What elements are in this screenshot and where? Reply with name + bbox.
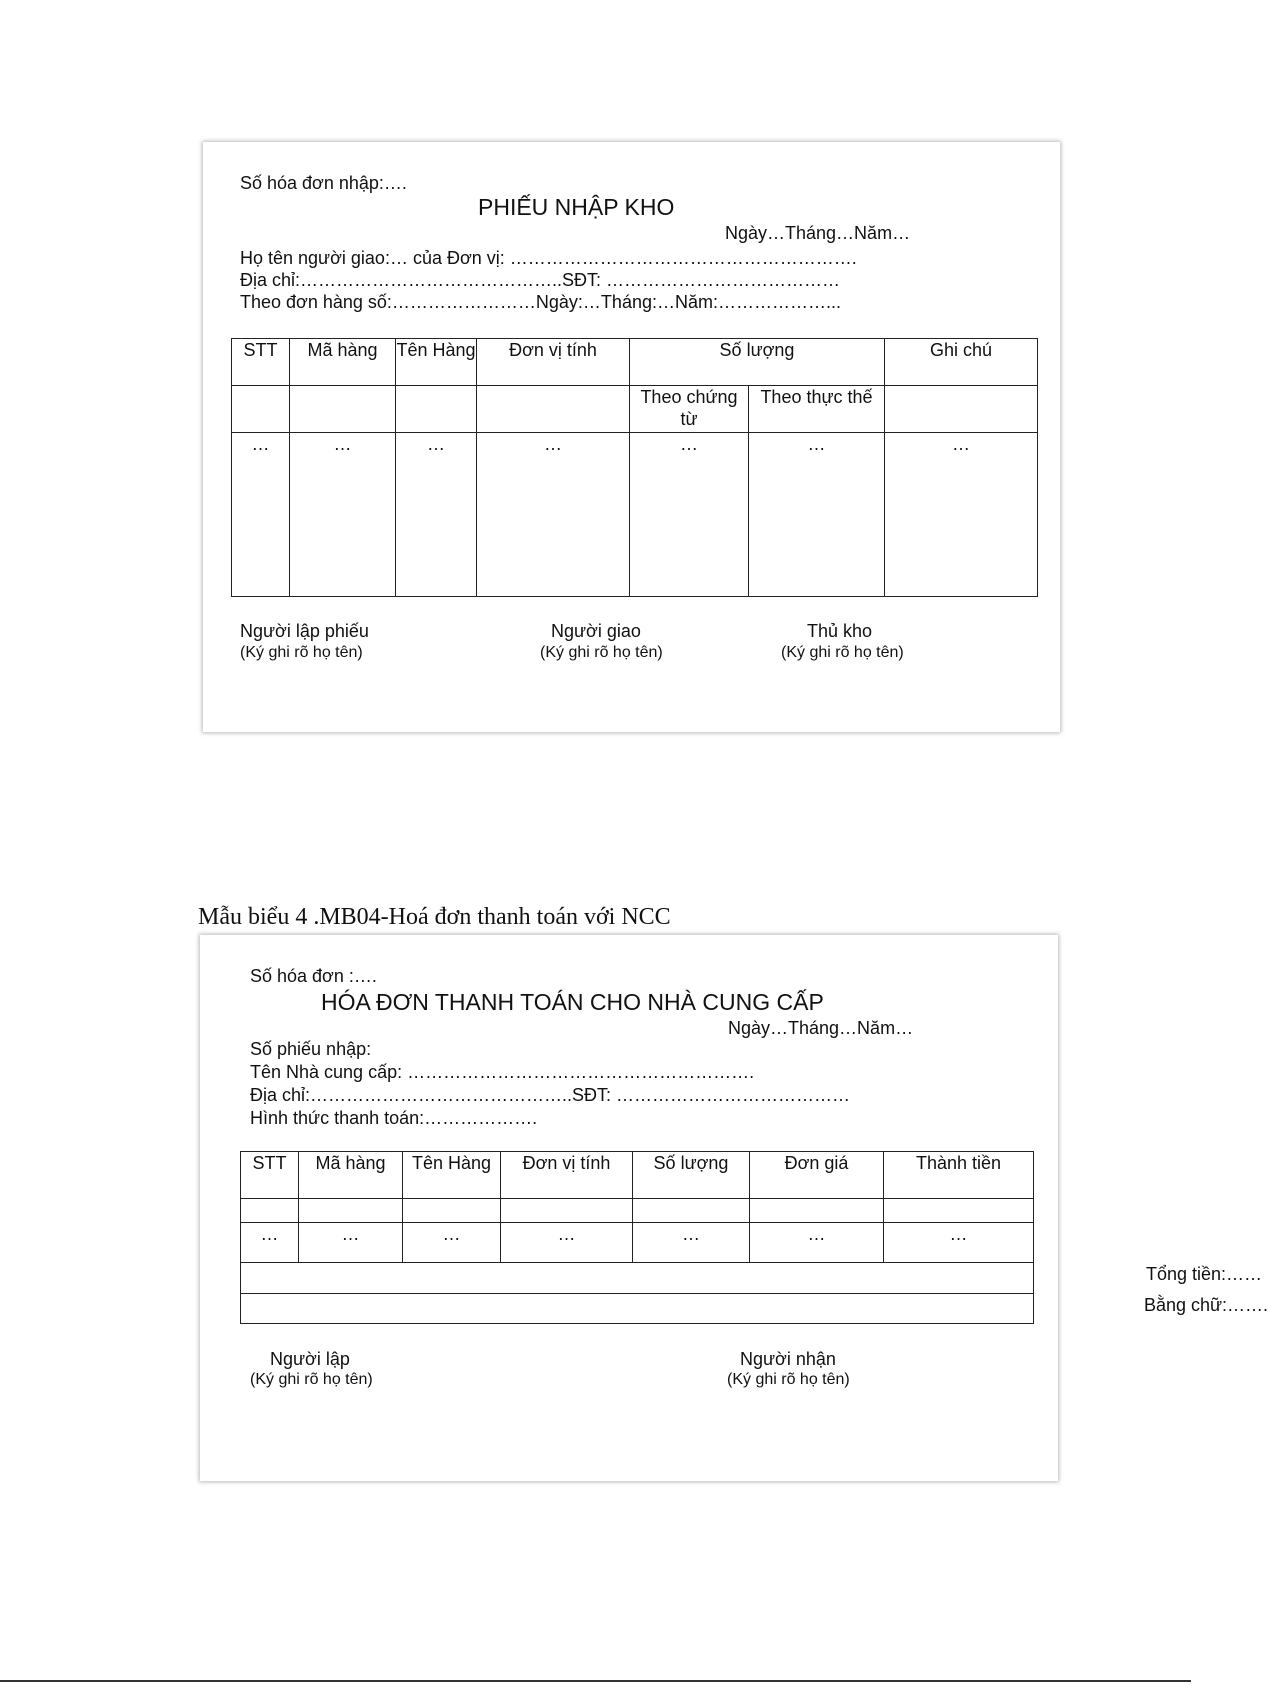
table-row (232, 433, 1038, 597)
table-cell: … (884, 1223, 1034, 1263)
table-cell (633, 1199, 750, 1223)
amount-in-words: Bằng chữ:……. (1143, 1295, 1268, 1315)
signature-note: (Ký ghi rõ họ tên) (781, 644, 904, 661)
address-line: Địa chỉ:……………………………………..SĐT: ………………………………… (250, 1085, 851, 1105)
receipt-number-line: Số phiếu nhập: (250, 1039, 372, 1059)
table-cell: … (501, 1223, 633, 1263)
subheader-actual: Theo thực thế (749, 386, 885, 433)
header-amount: Thành tiền (884, 1152, 1034, 1199)
table-cell (299, 1199, 403, 1223)
signature-note: (Ký ghi rõ họ tên) (240, 644, 363, 661)
form-title: HÓA ĐƠN THANH TOÁN CHO NHÀ CUNG CẤP (321, 989, 824, 1015)
receipt-items-table (231, 338, 1038, 597)
table-header-row (241, 1152, 1034, 1199)
signature-title: Thủ kho (807, 621, 873, 641)
table-cell: … (299, 1223, 403, 1263)
supplier-invoice-form (200, 935, 1268, 1481)
table-cell: … (232, 433, 290, 597)
header-quantity: Số lượng (630, 339, 885, 386)
table-cell: … (477, 433, 630, 597)
table-cell: … (403, 1223, 501, 1263)
table-header-row (232, 339, 1038, 386)
signature-title: Người giao (551, 621, 641, 641)
table-cell (241, 1199, 299, 1223)
deliverer-line: Họ tên người giao:… của Đơn vị: …………………………………………………. (240, 248, 857, 268)
header-unit: Đơn vị tính (501, 1152, 633, 1199)
table-cell: … (750, 1223, 884, 1263)
signature-note: (Ký ghi rõ họ tên) (250, 1371, 373, 1388)
total-row (241, 1263, 1034, 1294)
header-item-code: Mã hàng (290, 339, 396, 386)
table-cell (290, 386, 396, 433)
order-line: Theo đơn hàng số:……………………Ngày:…Tháng:…Năm:………………... (240, 292, 841, 312)
table-cell: … (396, 433, 477, 597)
header-quantity: Số lượng (633, 1152, 750, 1199)
signature-note: (Ký ghi rõ họ tên) (727, 1371, 850, 1388)
header-item-name: Tên Hàng (396, 339, 477, 386)
header-item-name: Tên Hàng (403, 1152, 501, 1199)
signature-note: (Ký ghi rõ họ tên) (540, 644, 663, 661)
date-line: Ngày…Tháng…Năm… (725, 223, 911, 243)
form-title: PHIẾU NHẬP KHO (478, 194, 675, 220)
table-cell (501, 1199, 633, 1223)
subheader-per-document: Theo chứng từ (630, 386, 749, 433)
signature-title: Người lập phiếu (240, 621, 369, 641)
in-words-row (241, 1294, 1034, 1324)
table-cell: … (885, 433, 1038, 597)
table-cell (232, 386, 290, 433)
page-bottom-divider (0, 1680, 1191, 1682)
header-item-code: Mã hàng (299, 1152, 403, 1199)
table-cell (750, 1199, 884, 1223)
in-words-cell (241, 1294, 1268, 1324)
header-note: Ghi chú (885, 339, 1038, 386)
supplier-name-line: Tên Nhà cung cấp: …………………………………………………. (250, 1062, 755, 1082)
table-cell (884, 1199, 1034, 1223)
table-cell: … (633, 1223, 750, 1263)
table-cell: … (630, 433, 749, 597)
table-cell (477, 386, 630, 433)
total-cell (241, 1263, 1263, 1294)
table-subheader-row (232, 386, 1038, 433)
signature-title: Người lập (270, 1349, 350, 1369)
payment-method-line: Hình thức thanh toán:………………. (250, 1108, 538, 1128)
invoice-items-table (240, 1151, 1268, 1324)
signature-title: Người nhận (740, 1349, 836, 1369)
total-amount: Tổng tiền:…… (1145, 1264, 1263, 1284)
invoice-number-line: Số hóa đơn nhập:…. (240, 173, 407, 193)
header-stt: STT (241, 1152, 299, 1199)
table-cell: … (241, 1223, 299, 1263)
table-cell (396, 386, 477, 433)
header-stt: STT (232, 339, 290, 386)
table-cell: … (290, 433, 396, 597)
table-cell: … (749, 433, 885, 597)
table-row (241, 1223, 1034, 1263)
invoice-number-line: Số hóa đơn :…. (250, 966, 377, 986)
stock-receipt-form (203, 142, 1060, 732)
table-cell (403, 1199, 501, 1223)
date-line: Ngày…Tháng…Năm… (728, 1018, 914, 1038)
table-row (241, 1199, 1034, 1223)
header-unit: Đơn vị tính (477, 339, 630, 386)
address-line: Địa chỉ:……………………………………..SĐT: ………………………………… (240, 270, 841, 290)
table-cell (885, 386, 1038, 433)
header-unit-price: Đơn giá (750, 1152, 884, 1199)
section-caption: Mẫu biểu 4 .MB04-Hoá đơn thanh toán với NCC (198, 904, 671, 930)
